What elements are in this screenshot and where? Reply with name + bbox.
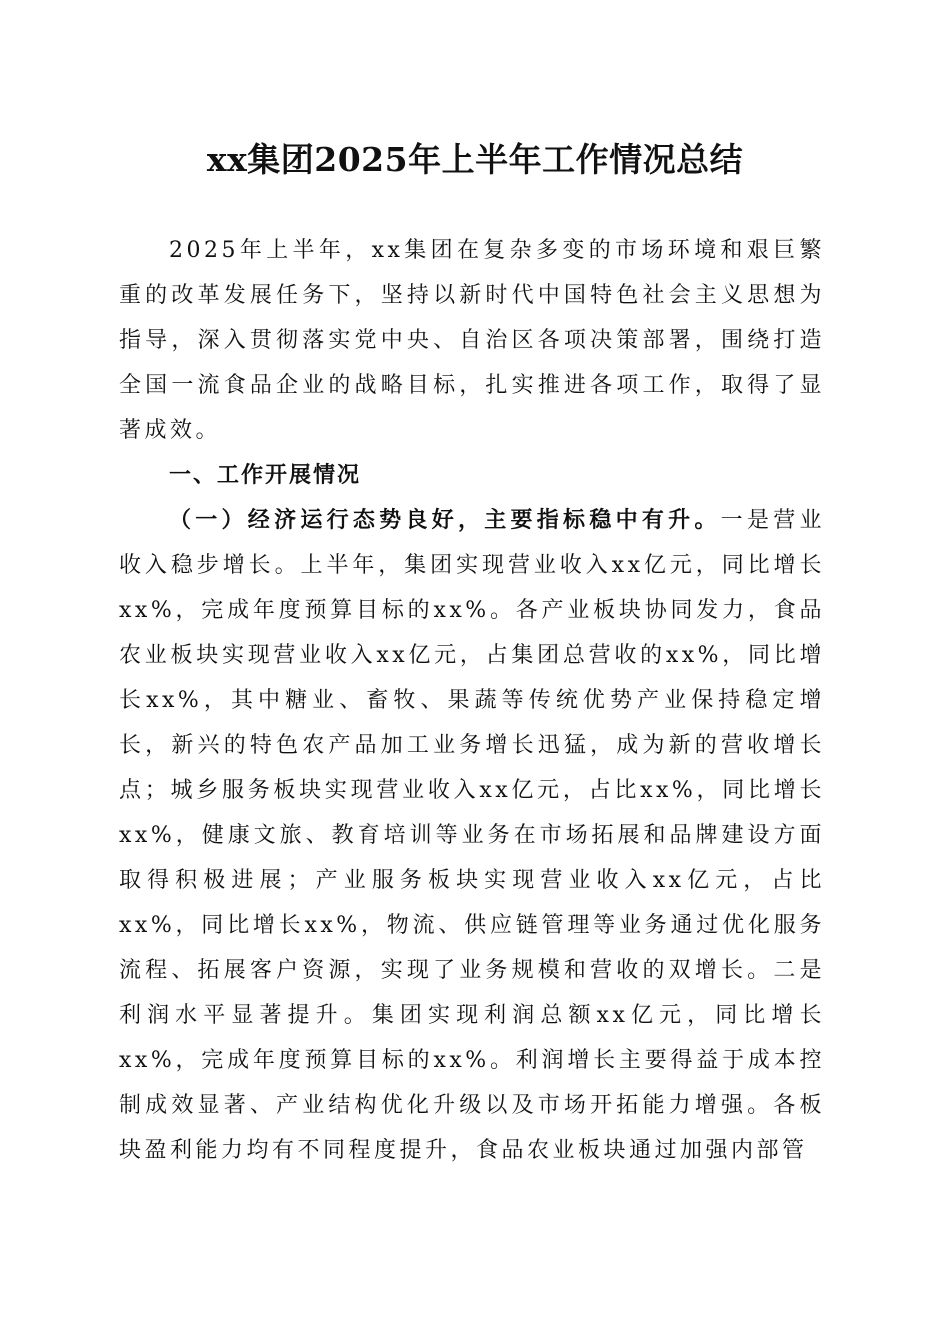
section-heading: 一、工作开展情况 [169,463,362,488]
subsection-body: 一是营业收入稳步增长。上半年，集团实现营业收入xx亿元，同比增长xx%，完成年度预算目标的xx%。各产业板块协同发力，食品农业板块实现营业收入xx亿元，占集团总营收的xx%，同比增长xx%，其中糖业、畜牧、果蔬等传统优势产业保持稳定增长，新兴的特色农产品加工业务增长迅猛，成为新的营收增长点；城乡服务板块实现营业收入xx亿元，占比xx%，同比增长xx%，健康文旅、教育培训等业务在市场拓展和品牌建设方面取得积极进展；产业服务板块实现营业收入xx亿元，占比xx%，同比增长xx%，物流、供应链管理等业务通过优化服务流程、拓展客户资源，实现了业务规模和营收的双增长。二是利润水平显著提升。集团实现利润总额xx亿元，同比增长xx%，完成年度预算目标的xx%。利润增长主要得益于成本控制成效显著、产业结构优化升级以及市场开拓能力增强。各板块盈利能力均有不同程度提升，食品农业板块通过加强内部管 [119,508,825,1163]
subsection-heading: （一）经济运行态势良好，主要指标稳中有升。 [169,507,721,533]
subsection-paragraph [119,498,825,1173]
intro-paragraph: 2025年上半年，xx集团在复杂多变的市场环境和艰巨繁重的改革发展任务下，坚持以新时代中国特色社会主义思想为指导，深入贯彻落实党中央、自治区各项决策部署，围绕打造全国一流食品企业的战略目标，扎实推进各项工作，取得了显著成效。 [119,238,825,443]
document-title: xx集团2025年上半年工作情况总结 [206,140,744,179]
document-body [119,228,825,1173]
